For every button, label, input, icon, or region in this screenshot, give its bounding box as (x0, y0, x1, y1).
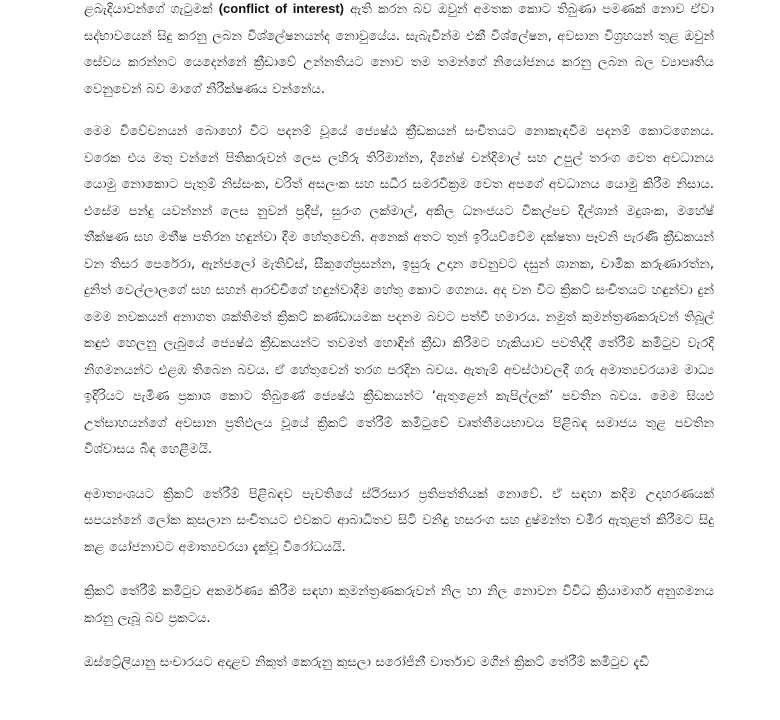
paragraph-conflict-of-interest (84, 0, 714, 103)
paragraph-criticism: මෙම විවේචනයන් බොහෝ විට පදනම් වූයේ ජ්‍යෙෂ්ඨ ක්‍රීඩකයන් සංචිතයට නොකැඳවීම පදනම් කොටගෙනය. වරෙක එය මතු වන්නේ පිතිකරුවන් ලෙස ලහිරු තිරිමාන්න, දිනේෂ් චන්දිමාල් සහ උපුල් තරංග වෙත අවධානය යොමු නොකොට පැතුම් නිස්සංක, චරිත් අසලංක සහ සධීර සමරවික්‍රම වෙත අපගේ අවධානය යොමු කිරීම නිසාය. එසේම පන්දු යවන්නන් ලෙස නුවන් ප්‍රදීප්, සුරංග ලක්මාල්, අකිල ධනංජයට විකල්පව දිල්ශාන් මදුශංක, මහේෂ් තීක්ෂණ සහ මතීෂ පතිරන හඳුන්වා දීම හේතුවෙනි. අනෙක් අතට තුන් ඉරියව්වේම දක්ෂතා පෑවනි පැරණි ක්‍රීඩකයන් වන තිසර පෙරේරා, ඇන්ජලෝ මැතිව්ස්, සීකුගේ‍ප්‍රසන්න, ඉසුරු උදාන වෙනුවට දසුන් ශානක, චාමික කරුණාරත්න, දුනිත් වෙල්ලාලගේ සහ සහන් ආරච්චිගේ හඳුන්වාදීම හේතු කොට ගෙනය. අද වන විට ක්‍රිකට් සංචිතයට හඳුන්වා දුන් මෙම නවකයන් අනාගත ශක්තිමත් ක්‍රිකට් කණ්ඩායමක පදනම බවට පත්වී හමාරය. නමුත් කුමන්ත්‍රණකරුවන් තිබූල් කඳුළු හෙලනු ලැබුයේ ජ්‍යෙෂ්ඨ ක්‍රීඩකයන්ට තවමත් හොඳින් ක්‍රීඩා කිරීමට හැකියාව පවතිද්දී තේරීම් කමිටුව වැරදි නිගමනයන්ට එළඹ තිබෙන බවය. ඒ හේතුවෙන් තරග පරදින බවය. ඇතැම් අවස්ථාවලදී ගරු අමාත්‍යවරයාම මාධ්‍ය ඉදිරියට පැමිණ ප්‍රකාශ කොට තිබුණේ ජ්‍යෙෂ්ඨ ක්‍රීඩකයන්ට ‘ඇතුළෙන් කැපිල්ලක්’ පවතින බවය. මෙම සියළු උත්සාහයන්ගේ අවසාන ප්‍රතිඵලය වූයේ ක්‍රිකට් තේරීම් කමිටුවේ වෘත්තීමයභාවය පිළිබඳ සමාජය තුළ පවතින විශ්වාසය බිඳ හෙළීමයි. (84, 124, 714, 457)
paragraph-australia-tour: ඔස්ට්‍රේලියානු සංචාරයට අදාළව නිකුත් කෙරුනු කුසලා සරෝජිනී වාර්තාව මගින් ක්‍රිකට් තේරීම් කමිටුව දැඩි (84, 655, 649, 670)
paragraph-ministry-policy: අමාත්‍යංශයට ක්‍රිකට් තේරීම් පිළිබඳව පැවතියේ ස්ථිරසාර ප්‍රතිපත්තියක් නොවේ. ඒ සඳහා කදිම උදාහරණයක් සපයන්නේ ලෝක කුසලාන සංචිතයට එවකට ආබාධිතව සිටි වනිඳු හසරංග සහ දුෂ්මන්ත චමීර ඇතුළත් කිරීමට සිදු කළ යෝජනාවට අමාත්‍යවරයා දැක්වූ විරෝධයයි. (84, 486, 714, 555)
paragraph-text: ඇති කරන බව ඔවුන් අමතක කොට තිබුණා පමණක් නොව ඒවා සද්භාවයෙන් සිදු කරනු ලබන විශ්ලේෂනයන්ද නොවුයේය. සැබැවින්ම එකී විශ්ලේෂන, අවසාන විග්‍රහයන් තුළ ඔවුන් සේවය කරන්නට යෙදෙන්නේ ක්‍රීඩාවේ උන්නතියට නොව තම තමන්ගේ නියෝජනය කරනු ලබන බල ව්‍යාපෘතිය වෙනුවෙන් බව මාගේ නිරීක්ෂණය වන්නේය. (84, 2, 714, 97)
paragraph-conspiracy: ක්‍රිකට් තේරීම් කමිටුව අකර්මණ්‍ය කිරීම සඳහා කුමන්ත්‍රණකරුවන් නිල හා නිල නොවන විවිධ ක්‍රියාමාර්ග අනුගමනය කරනු ලැබූ බව ප්‍රකටය. (84, 584, 714, 626)
document-body (84, 0, 714, 677)
paragraph-text: ළබැදියාවන්ගේ ගැටුමක් (84, 2, 219, 17)
english-term: (conflict of interest) (218, 1, 344, 16)
